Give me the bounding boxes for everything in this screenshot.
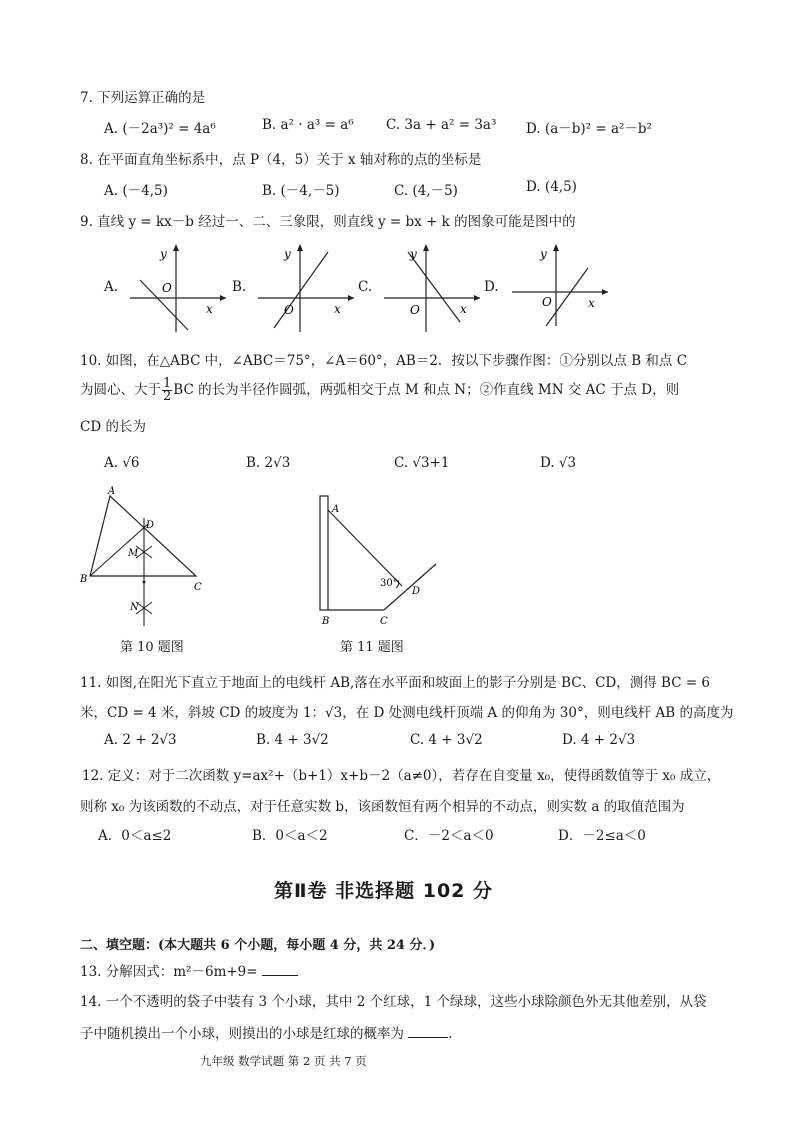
q11-option-c: C. 4 + 3√2 — [410, 732, 483, 748]
figure-10-caption: 第 10 题图 — [120, 640, 184, 655]
fig11-label-c: C — [380, 616, 388, 627]
section-2-title: 第Ⅱ卷 非选择题 102 分 — [274, 880, 494, 902]
q11-option-a: A. 2 + 2√3 — [104, 732, 177, 748]
q9d-x-label: x — [588, 296, 595, 310]
q12-option-a: A．0＜a≤2 — [98, 828, 172, 844]
q12-line1: 12. 定义：对于二次函数 y=ax²+（b+1）x+b－2（a≠0），若存在自变量 x₀，使得函数值等于 x₀ 成立， — [82, 768, 721, 784]
q9-graph-a — [126, 240, 230, 336]
q9-option-c: C. — [358, 279, 373, 295]
q12-option-d: D．－2≤a＜0 — [558, 828, 646, 844]
q8-option-b: B. (－4,－5) — [262, 183, 340, 199]
q7-option-d: D. (a－b)² = a²－b² — [526, 121, 652, 137]
q8-option-c: C. (4,－5) — [394, 183, 458, 199]
half-fraction — [162, 378, 172, 403]
q10-line2-a: 为圆心、大于 — [80, 382, 161, 398]
q9-graph-c — [380, 240, 484, 336]
q9c-origin-label: O — [410, 303, 420, 317]
q8-option-d: D. (4,5) — [526, 179, 577, 195]
q10-option-d: D. √3 — [540, 455, 577, 471]
q9a-origin-label: O — [162, 281, 172, 295]
q8-option-a: A. (－4,5) — [104, 183, 168, 199]
q14-end: ． — [448, 1026, 462, 1042]
q7-stem: 7. 下列运算正确的是 — [80, 90, 206, 106]
q11-option-b: B. 4 + 3√2 — [256, 732, 329, 748]
q8-stem: 8. 在平面直角坐标系中，点 P（4，5）关于 x 轴对称的点的坐标是 — [80, 152, 482, 168]
fill-in-header: 二、填空题：(本大题共 6 个小题，每小题 4 分，共 24 分．) — [80, 938, 436, 953]
q9d-y-label: y — [540, 247, 547, 261]
fig10-label-m: M — [128, 548, 139, 559]
q9-option-b: B. — [232, 279, 247, 295]
q10-option-b: B. 2√3 — [246, 455, 291, 471]
fig10-label-b: B — [80, 574, 88, 585]
q9a-x-label: x — [206, 302, 213, 316]
q11-line1: 11. 如图,在阳光下直立于地面上的电线杆 AB,落在水平面和坡面上的影子分别是 BC、CD，测得 BC = 6 — [80, 675, 711, 691]
q7-option-c: C. 3a + a² = 3a³ — [386, 117, 497, 133]
fig10-label-c: C — [194, 582, 202, 593]
frac-denominator: 2 — [163, 389, 172, 404]
frac-numerator: 1 — [163, 376, 172, 391]
q10-line2 — [80, 378, 679, 403]
q9c-y-label: y — [410, 247, 417, 261]
q14-line2 — [80, 1022, 462, 1042]
q9-graph-d — [508, 240, 612, 336]
q13-line — [80, 960, 298, 980]
q11-line2: 米，CD = 4 米，斜坡 CD 的坡度为 1：√3，在 D 处测电线杆顶端 A 的仰角为 30°，则电线杆 AB 的高度为 — [80, 705, 734, 721]
q14-text: 子中随机摸出一个小球，则摸出的小球是红球的概率为 — [80, 1026, 404, 1042]
q9a-y-label: y — [160, 247, 167, 261]
q9d-origin-label: O — [542, 295, 552, 309]
figure-10 — [78, 484, 218, 634]
q12-option-c: C．－2＜a＜0 — [404, 828, 494, 844]
q13-text: 13. 分解因式：m²－6m+9= — [80, 964, 258, 980]
q10-option-c: C. √3+1 — [394, 455, 450, 471]
figure-11 — [312, 490, 452, 630]
q9-option-a: A. — [104, 279, 119, 295]
q10-option-a: A. √6 — [104, 455, 140, 471]
figure-11-caption: 第 11 题图 — [340, 640, 404, 655]
q9b-y-label: y — [284, 247, 291, 261]
q9b-origin-label: O — [284, 303, 294, 317]
q12-line2: 则称 x₀ 为该函数的不动点，对于任意实数 b，该函数恒有两个相异的不动点，则实数 a 的取值范围为 — [80, 799, 685, 815]
q10-line3: CD 的长为 — [80, 419, 146, 435]
q10-line2-b: BC 的长为半径作圆弧，两弧相交于点 M 和点 N；②作直线 MN 交 AC 于点 D，则 — [173, 382, 680, 398]
fig11-label-b: B — [322, 616, 330, 627]
q9-graph-b — [254, 240, 358, 336]
q9-stem: 9. 直线 y = kx－b 经过一、二、三象限，则直线 y = bx + k 的图象可能是图中的 — [80, 214, 576, 230]
q9c-x-label: x — [460, 302, 467, 316]
q14-answer-blank — [408, 1025, 448, 1038]
q9-option-d: D. — [484, 279, 499, 295]
fig10-label-n: N — [130, 602, 139, 613]
q7-option-a: A. (－2a³)² = 4a⁶ — [104, 121, 216, 137]
fig11-label-angle: 30° — [380, 578, 398, 589]
fig11-label-a: A — [332, 504, 340, 515]
page-footer: 九年级 数学试题 第 2 页 共 7 页 — [200, 1054, 367, 1068]
q10-line1: 10. 如图，在△ABC 中，∠ABC＝75°，∠A＝60°，AB＝2．按以下步骤作图：①分别以点 B 和点 C — [80, 353, 688, 369]
q7-option-b: B. a² · a³ = a⁶ — [262, 117, 354, 133]
q11-option-d: D. 4 + 2√3 — [562, 732, 636, 748]
q14-line1: 14. 一个不透明的袋子中装有 3 个小球，其中 2 个红球，1 个绿球，这些小球除颜色外无其他差别，从袋 — [80, 994, 707, 1010]
fig11-label-d: D — [412, 586, 421, 597]
q12-option-b: B．0＜a＜2 — [252, 828, 328, 844]
fig10-label-d: D — [146, 520, 155, 531]
fig10-label-a: A — [108, 486, 116, 497]
q9b-x-label: x — [334, 302, 341, 316]
q13-answer-blank — [262, 963, 298, 976]
